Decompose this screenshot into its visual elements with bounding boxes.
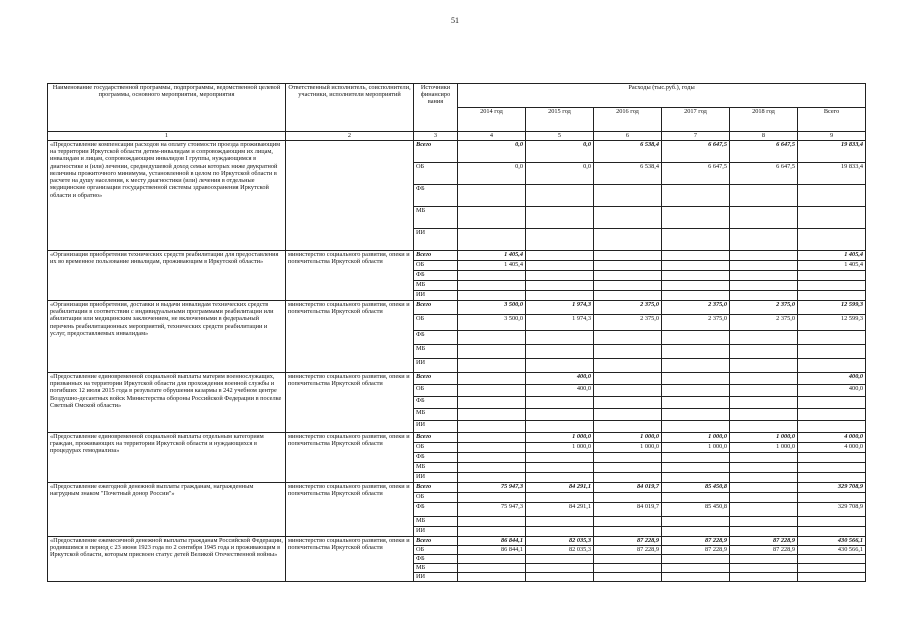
amount-cell: 0,0	[458, 141, 526, 163]
funding-source: МБ	[414, 345, 458, 359]
amount-cell: 1 000,0	[662, 433, 730, 443]
funding-source: ОБ	[414, 443, 458, 453]
amount-cell: 2 375,0	[662, 301, 730, 315]
amount-cell	[526, 473, 594, 483]
amount-cell	[662, 564, 730, 573]
header-responsible: Ответственный исполнитель, соисполнители, участники, исполнители мероприятий	[286, 84, 414, 132]
amount-cell	[798, 573, 866, 582]
amount-cell	[594, 331, 662, 345]
amount-cell	[730, 564, 798, 573]
amount-cell: 19 833,4	[798, 141, 866, 163]
responsible-executor	[286, 141, 414, 251]
amount-cell	[730, 463, 798, 473]
amount-cell	[526, 573, 594, 582]
funding-source: Всего	[414, 251, 458, 261]
amount-cell: 0,0	[458, 163, 526, 185]
funding-source: МБ	[414, 517, 458, 527]
table-row	[48, 373, 866, 385]
amount-cell	[594, 229, 662, 251]
amount-cell: 84 291,1	[526, 483, 594, 493]
amount-cell	[662, 281, 730, 291]
measure-name: «Предоставление компенсации расходов на оплату стоимости проезда проживающим на территории Иркутской области детям-инвалидам и сопровождающим их лицам, инвалидам и лицам, сопровождающим инвалидов I группы, нуждающимся в диагностике и (или) лечении, среднедушевой доход семьи которых ниже двукратной величины прожиточного минимума, установленной в целом по Иркутской области в расчете на душу населения, к месту диагностики (или) лечения в отдельные медицинские организации государственной системы здравоохранения Иркутской области и обратно»	[48, 141, 286, 251]
amount-cell	[662, 373, 730, 385]
amount-cell: 4 000,0	[798, 443, 866, 453]
amount-cell	[730, 291, 798, 301]
page-number: 51	[451, 16, 459, 25]
amount-cell	[594, 527, 662, 537]
amount-cell: 1 000,0	[730, 443, 798, 453]
amount-cell	[526, 493, 594, 503]
amount-cell: 82 035,3	[526, 546, 594, 555]
amount-cell	[526, 185, 594, 207]
responsible-executor: министерство социального развития, опеки и попечительства Иркутской области	[286, 537, 414, 582]
amount-cell	[730, 473, 798, 483]
amount-cell	[458, 555, 526, 564]
funding-source: ОБ	[414, 163, 458, 185]
column-number: 3	[414, 132, 458, 141]
amount-cell	[662, 331, 730, 345]
amount-cell	[662, 493, 730, 503]
funding-source: ИИ	[414, 527, 458, 537]
table-row	[48, 141, 866, 163]
funding-source: МБ	[414, 281, 458, 291]
amount-cell	[730, 527, 798, 537]
amount-cell	[730, 281, 798, 291]
amount-cell	[730, 493, 798, 503]
amount-cell	[798, 453, 866, 463]
amount-cell: 87 228,9	[730, 537, 798, 546]
amount-cell: 1 405,4	[798, 261, 866, 271]
amount-cell	[730, 453, 798, 463]
amount-cell	[526, 397, 594, 409]
funding-source: МБ	[414, 463, 458, 473]
table-row	[48, 301, 866, 315]
amount-cell: 85 450,8	[662, 483, 730, 493]
amount-cell	[526, 331, 594, 345]
amount-cell	[730, 229, 798, 251]
amount-cell	[458, 185, 526, 207]
measure-name: «Организация приобретения, доставки и выдачи инвалидам технических средств реабилитации в соответствии с индивидуальными программами реабилитации или абилитации или медицинским заключением, не включенными в федеральный перечень реабилитационных мероприятий, технических средств реабилитации и услуг, предоставляемых инвалидам»	[48, 301, 286, 373]
responsible-executor: министерство социального развития, опеки и попечительства Иркутской области	[286, 433, 414, 483]
header-year: 2017 год	[662, 108, 730, 132]
amount-cell	[798, 281, 866, 291]
budget-table	[47, 83, 866, 582]
amount-cell	[662, 359, 730, 373]
amount-cell	[458, 385, 526, 397]
measure-name: «Предоставление единовременной социальной выплаты матерям военнослужащих, призванных на территории Иркутской области для прохождения военной службы и погибших 12 июля 2015 года в результате обрушения казармы в 242 учебном центре Воздушно-десантных войск Министерства обороны Российской Федерации в поселке Светлый Омской области»	[48, 373, 286, 433]
header-total: Всего	[798, 108, 866, 132]
amount-cell: 84 019,7	[594, 483, 662, 493]
amount-cell: 75 947,3	[458, 483, 526, 493]
amount-cell	[526, 291, 594, 301]
amount-cell: 329 708,9	[798, 483, 866, 493]
amount-cell: 1 974,3	[526, 315, 594, 331]
amount-cell	[662, 473, 730, 483]
amount-cell	[798, 291, 866, 301]
amount-cell	[730, 397, 798, 409]
header-year: 2018 год	[730, 108, 798, 132]
amount-cell: 2 375,0	[730, 301, 798, 315]
amount-cell	[662, 251, 730, 261]
amount-cell: 75 947,3	[458, 503, 526, 517]
amount-cell: 1 405,4	[458, 251, 526, 261]
amount-cell: 400,0	[526, 385, 594, 397]
amount-cell: 400,0	[798, 373, 866, 385]
amount-cell: 6 647,5	[662, 163, 730, 185]
amount-cell	[798, 229, 866, 251]
amount-cell	[798, 331, 866, 345]
amount-cell	[798, 207, 866, 229]
amount-cell	[662, 409, 730, 421]
amount-cell: 0,0	[526, 141, 594, 163]
amount-cell	[730, 517, 798, 527]
amount-cell	[730, 421, 798, 433]
amount-cell	[526, 453, 594, 463]
amount-cell: 82 035,3	[526, 537, 594, 546]
amount-cell	[594, 573, 662, 582]
amount-cell: 1 000,0	[526, 443, 594, 453]
funding-source: МБ	[414, 409, 458, 421]
column-number: 5	[526, 132, 594, 141]
header-expenses: Расходы (тыс.руб.), годы	[458, 84, 866, 108]
funding-source: ИИ	[414, 359, 458, 373]
amount-cell	[526, 527, 594, 537]
amount-cell	[526, 251, 594, 261]
amount-cell	[458, 345, 526, 359]
responsible-executor: министерство социального развития, опеки и попечительства Иркутской области	[286, 483, 414, 537]
amount-cell	[594, 385, 662, 397]
amount-cell	[662, 291, 730, 301]
amount-cell	[798, 517, 866, 527]
amount-cell	[730, 261, 798, 271]
amount-cell: 84 291,1	[526, 503, 594, 517]
amount-cell: 6 647,5	[730, 163, 798, 185]
funding-source: ОБ	[414, 315, 458, 331]
amount-cell: 86 844,1	[458, 537, 526, 546]
amount-cell	[594, 453, 662, 463]
amount-cell: 0,0	[526, 163, 594, 185]
amount-cell	[458, 271, 526, 281]
amount-cell	[594, 409, 662, 421]
table-row	[48, 433, 866, 443]
column-number: 2	[286, 132, 414, 141]
funding-source: ИИ	[414, 573, 458, 582]
amount-cell: 12 599,3	[798, 301, 866, 315]
amount-cell	[458, 443, 526, 453]
header-sources: Источники финансиро вания	[414, 84, 458, 132]
amount-cell: 87 228,9	[662, 546, 730, 555]
funding-source: Всего	[414, 301, 458, 315]
measure-name: «Организация приобретения технических средств реабилитации для предоставления их во временное пользование инвалидам, проживающим в Иркутской области»	[48, 251, 286, 301]
amount-cell	[798, 421, 866, 433]
measure-name: «Предоставление единовременной социальной выплаты отдельным категориям граждан, проживающих на территории Иркутской области и нуждающихся в процедурах гемодиализа»	[48, 433, 286, 483]
amount-cell	[594, 345, 662, 359]
amount-cell	[526, 555, 594, 564]
amount-cell	[594, 359, 662, 373]
amount-cell	[594, 493, 662, 503]
amount-cell	[458, 207, 526, 229]
amount-cell	[730, 251, 798, 261]
funding-source: ФБ	[414, 331, 458, 345]
amount-cell: 3 500,0	[458, 315, 526, 331]
amount-cell	[458, 331, 526, 345]
amount-cell	[526, 564, 594, 573]
amount-cell	[594, 373, 662, 385]
amount-cell: 87 228,9	[730, 546, 798, 555]
amount-cell: 1 000,0	[594, 433, 662, 443]
amount-cell	[458, 433, 526, 443]
amount-cell	[798, 463, 866, 473]
amount-cell	[798, 359, 866, 373]
amount-cell	[594, 397, 662, 409]
amount-cell: 6 647,5	[730, 141, 798, 163]
amount-cell	[526, 271, 594, 281]
funding-source: МБ	[414, 564, 458, 573]
amount-cell	[730, 555, 798, 564]
amount-cell	[730, 359, 798, 373]
amount-cell	[730, 271, 798, 281]
amount-cell: 1 974,3	[526, 301, 594, 315]
amount-cell	[458, 409, 526, 421]
measure-name: «Предоставление ежегодной денежной выплаты гражданам, награжденным нагрудным знаком "Почетный донор России"»	[48, 483, 286, 537]
amount-cell	[594, 251, 662, 261]
amount-cell: 2 375,0	[662, 315, 730, 331]
amount-cell	[458, 473, 526, 483]
amount-cell	[798, 271, 866, 281]
amount-cell: 84 019,7	[594, 503, 662, 517]
amount-cell	[730, 385, 798, 397]
funding-source: МБ	[414, 207, 458, 229]
measure-name: «Предоставление ежемесячной денежной выплаты гражданам Российской Федерации, родившимся в период с 23 июня 1923 года по 2 сентября 1945 года и проживающим в Иркутской области, которым присвоен статус детей Великой Отечественной войны»	[48, 537, 286, 582]
amount-cell	[798, 473, 866, 483]
amount-cell	[526, 345, 594, 359]
amount-cell: 1 000,0	[526, 433, 594, 443]
column-number: 9	[798, 132, 866, 141]
column-number: 6	[594, 132, 662, 141]
funding-source: ИИ	[414, 291, 458, 301]
amount-cell: 1 000,0	[730, 433, 798, 443]
amount-cell	[526, 359, 594, 373]
amount-cell: 87 228,9	[662, 537, 730, 546]
amount-cell	[662, 555, 730, 564]
amount-cell	[798, 527, 866, 537]
amount-cell	[662, 271, 730, 281]
column-number: 7	[662, 132, 730, 141]
amount-cell	[594, 517, 662, 527]
amount-cell	[458, 564, 526, 573]
amount-cell	[798, 493, 866, 503]
funding-source: Всего	[414, 537, 458, 546]
amount-cell	[730, 503, 798, 517]
funding-source: ИИ	[414, 421, 458, 433]
funding-source: ФБ	[414, 397, 458, 409]
header-year: 2014 год	[458, 108, 526, 132]
funding-source: ОБ	[414, 493, 458, 503]
amount-cell: 6 538,4	[594, 141, 662, 163]
amount-cell	[798, 185, 866, 207]
amount-cell	[798, 409, 866, 421]
table-row	[48, 251, 866, 261]
amount-cell	[526, 281, 594, 291]
amount-cell: 400,0	[798, 385, 866, 397]
amount-cell	[662, 261, 730, 271]
amount-cell	[526, 207, 594, 229]
funding-source: ФБ	[414, 555, 458, 564]
funding-source: ФБ	[414, 271, 458, 281]
header-year: 2016 год	[594, 108, 662, 132]
amount-cell	[594, 291, 662, 301]
amount-cell: 6 647,5	[662, 141, 730, 163]
amount-cell: 2 375,0	[594, 301, 662, 315]
amount-cell: 1 000,0	[594, 443, 662, 453]
amount-cell	[662, 573, 730, 582]
amount-cell	[730, 573, 798, 582]
amount-cell	[458, 493, 526, 503]
responsible-executor: министерство социального развития, опеки и попечительства Иркутской области	[286, 373, 414, 433]
amount-cell: 19 833,4	[798, 163, 866, 185]
funding-source: ОБ	[414, 385, 458, 397]
amount-cell	[458, 373, 526, 385]
amount-cell: 430 566,1	[798, 546, 866, 555]
amount-cell: 6 538,4	[594, 163, 662, 185]
amount-cell	[662, 345, 730, 359]
amount-cell	[458, 517, 526, 527]
amount-cell	[798, 564, 866, 573]
amount-cell: 86 844,1	[458, 546, 526, 555]
amount-cell	[458, 359, 526, 373]
amount-cell	[730, 185, 798, 207]
funding-source: ИИ	[414, 229, 458, 251]
amount-cell: 2 375,0	[594, 315, 662, 331]
funding-source: Всего	[414, 373, 458, 385]
amount-cell	[594, 463, 662, 473]
funding-source: Всего	[414, 433, 458, 443]
amount-cell	[526, 229, 594, 251]
amount-cell	[594, 564, 662, 573]
table-row	[48, 483, 866, 493]
amount-cell	[730, 331, 798, 345]
amount-cell	[798, 555, 866, 564]
column-number: 1	[48, 132, 286, 141]
amount-cell: 1 000,0	[662, 443, 730, 453]
amount-cell	[594, 473, 662, 483]
amount-cell	[594, 555, 662, 564]
column-number: 4	[458, 132, 526, 141]
amount-cell	[730, 373, 798, 385]
amount-cell: 12 599,3	[798, 315, 866, 331]
amount-cell	[662, 207, 730, 229]
funding-source: Всего	[414, 141, 458, 163]
amount-cell: 329 708,9	[798, 503, 866, 517]
amount-cell	[458, 397, 526, 409]
amount-cell	[594, 281, 662, 291]
amount-cell	[662, 517, 730, 527]
header-program: Наименование государственной программы, подпрограммы, ведомственной целевой программы, основного мероприятия, мероприятия	[48, 84, 286, 132]
amount-cell: 1 405,4	[798, 251, 866, 261]
amount-cell	[730, 345, 798, 359]
funding-source: ФБ	[414, 185, 458, 207]
funding-source: ОБ	[414, 546, 458, 555]
amount-cell	[526, 517, 594, 527]
amount-cell	[662, 421, 730, 433]
header-year: 2015 год	[526, 108, 594, 132]
responsible-executor: министерство социального развития, опеки и попечительства Иркутской области	[286, 251, 414, 301]
funding-source: ОБ	[414, 261, 458, 271]
funding-source: Всего	[414, 483, 458, 493]
amount-cell	[594, 185, 662, 207]
amount-cell	[458, 281, 526, 291]
amount-cell	[458, 453, 526, 463]
amount-cell	[662, 185, 730, 207]
amount-cell	[594, 207, 662, 229]
amount-cell	[458, 463, 526, 473]
amount-cell	[798, 345, 866, 359]
amount-cell: 1 405,4	[458, 261, 526, 271]
amount-cell	[526, 421, 594, 433]
amount-cell	[730, 483, 798, 493]
funding-source: ФБ	[414, 503, 458, 517]
amount-cell	[662, 453, 730, 463]
amount-cell: 87 228,9	[594, 537, 662, 546]
amount-cell	[458, 421, 526, 433]
amount-cell	[458, 291, 526, 301]
amount-cell	[594, 271, 662, 281]
amount-cell	[662, 397, 730, 409]
amount-cell	[458, 229, 526, 251]
amount-cell: 400,0	[526, 373, 594, 385]
amount-cell	[798, 397, 866, 409]
amount-cell	[594, 261, 662, 271]
amount-cell	[526, 261, 594, 271]
table-row	[48, 537, 866, 546]
column-number: 8	[730, 132, 798, 141]
amount-cell: 4 000,0	[798, 433, 866, 443]
amount-cell: 3 500,0	[458, 301, 526, 315]
responsible-executor: министерство социального развития, опеки и попечительства Иркутской области	[286, 301, 414, 373]
amount-cell	[662, 229, 730, 251]
funding-source: ИИ	[414, 473, 458, 483]
amount-cell	[526, 463, 594, 473]
amount-cell	[730, 207, 798, 229]
amount-cell	[662, 463, 730, 473]
amount-cell: 2 375,0	[730, 315, 798, 331]
amount-cell	[458, 527, 526, 537]
amount-cell	[526, 409, 594, 421]
amount-cell	[662, 385, 730, 397]
amount-cell	[730, 409, 798, 421]
amount-cell	[662, 527, 730, 537]
amount-cell	[458, 573, 526, 582]
amount-cell: 87 228,9	[594, 546, 662, 555]
amount-cell: 430 566,1	[798, 537, 866, 546]
amount-cell: 85 450,8	[662, 503, 730, 517]
funding-source: ФБ	[414, 453, 458, 463]
amount-cell	[594, 421, 662, 433]
